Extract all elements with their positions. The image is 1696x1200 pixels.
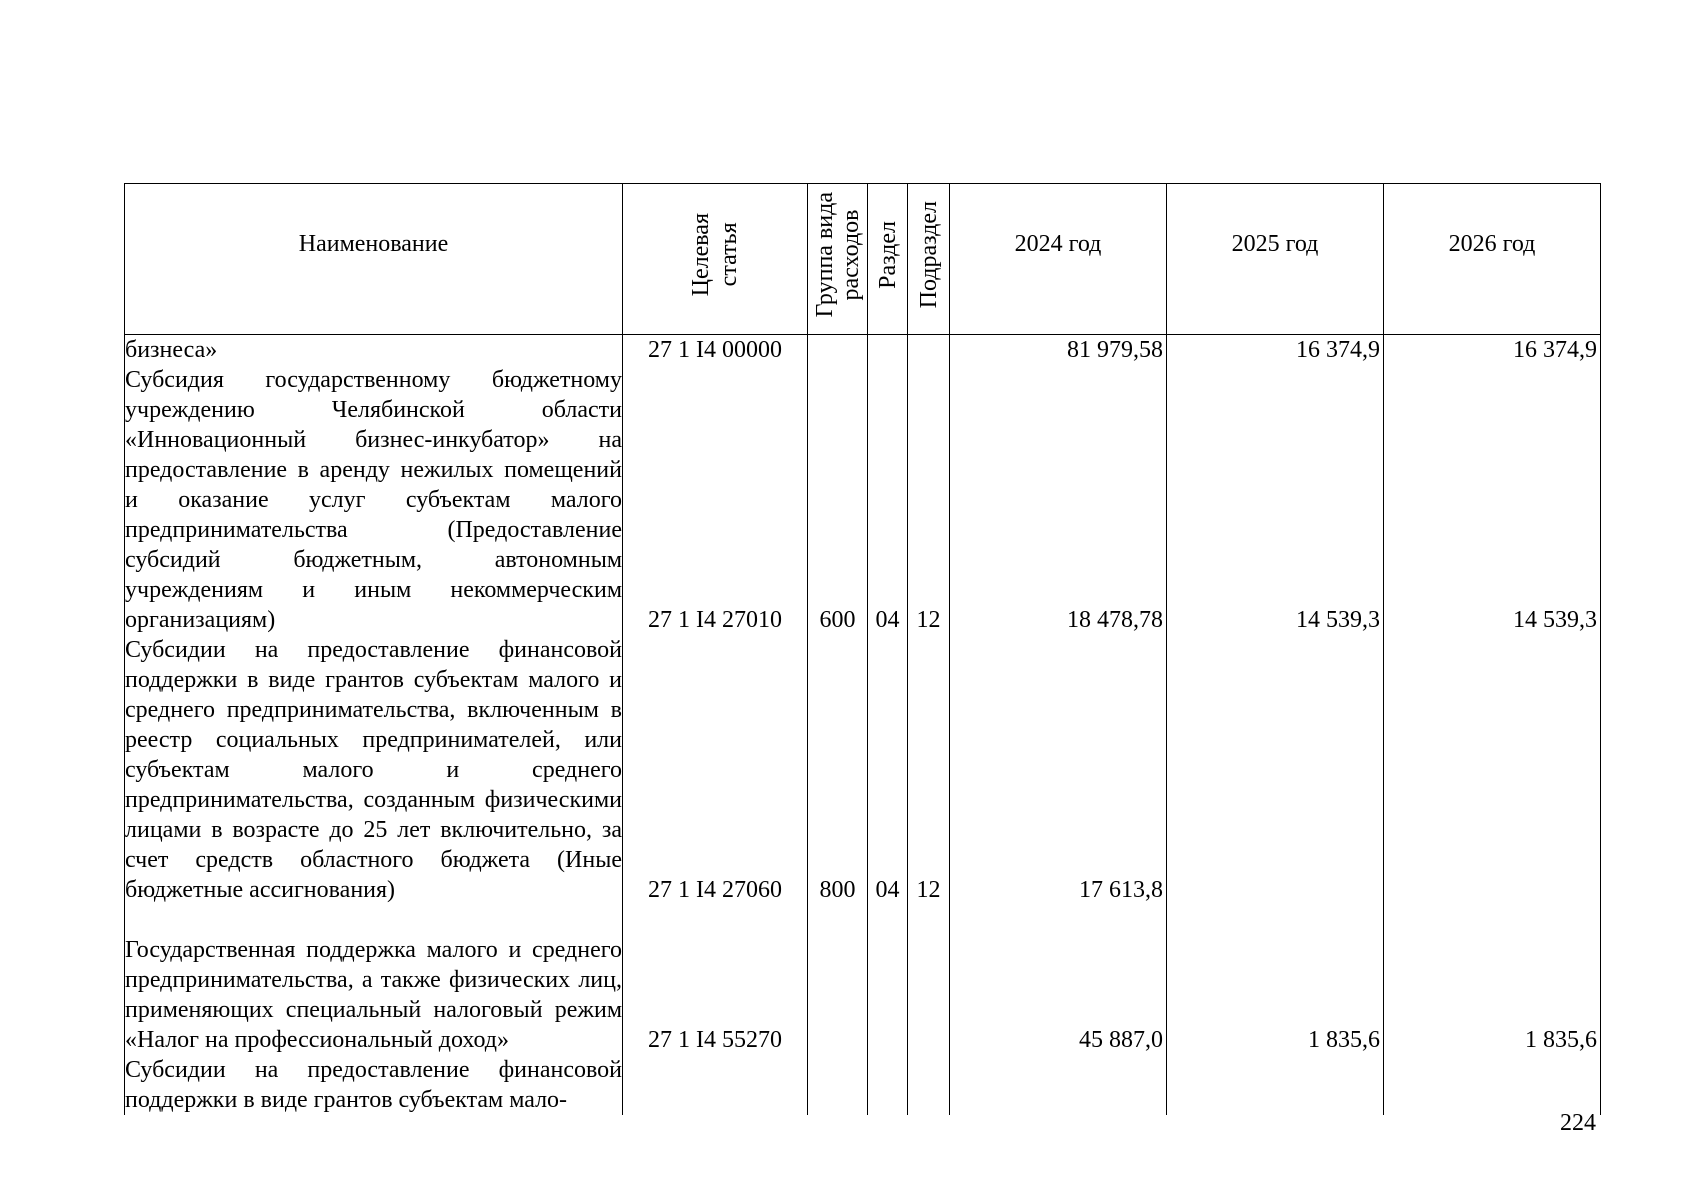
row-group: 800 (808, 635, 868, 905)
row-2026: 16 374,9 (1384, 335, 1601, 366)
row-section (868, 1055, 908, 1115)
row-group: 600 (808, 365, 868, 635)
row-code: 27 1 I4 27060 (623, 635, 808, 905)
table-row (125, 905, 1601, 1055)
row-code: 27 1 I4 27010 (623, 365, 808, 635)
row-group (808, 905, 868, 1055)
row-2025: 14 539,3 (1167, 365, 1384, 635)
header-name: Наименование (125, 184, 623, 335)
row-2025 (1167, 635, 1384, 905)
row-section: 04 (868, 635, 908, 905)
row-section: 04 (868, 365, 908, 635)
row-subsection (908, 335, 950, 366)
row-name: Государственная поддержка малого и среднего предпринимательства, а также физических лиц, применяющих специальный налоговый режим «Налог на профессиональный доход» (125, 905, 623, 1055)
row-2024: 45 887,0 (950, 905, 1167, 1055)
header-expense-group: Группа вида расходов (808, 184, 868, 335)
row-2025 (1167, 1055, 1384, 1115)
row-subsection (908, 1055, 950, 1115)
header-section: Раздел (868, 184, 908, 335)
table-row (125, 635, 1601, 905)
row-2024: 18 478,78 (950, 365, 1167, 635)
row-2024 (950, 1055, 1167, 1115)
header-target-article: Целевая статья (623, 184, 808, 335)
row-name: Субсидии на предоставление финансовой поддержки в виде грантов субъектам малого и среднего предпринимательства, включенным в реестр социальных предпринимателей, или субъектам малого и среднего предпринимательства, созданным физическими лицами в возрасте до 25 лет включительно, за счет средств областного бюджета (Иные бюджетные ассигнования) (125, 637, 622, 903)
row-subsection: 12 (908, 635, 950, 905)
row-code: 27 1 I4 00000 (623, 335, 808, 366)
row-2026: 1 835,6 (1384, 905, 1601, 1055)
row-2024: 17 613,8 (950, 635, 1167, 905)
row-subsection: 12 (908, 365, 950, 635)
header-2026: 2026 год (1384, 184, 1601, 335)
row-2025: 16 374,9 (1167, 335, 1384, 366)
row-code (623, 1055, 808, 1115)
table-row (125, 335, 1601, 366)
row-2026 (1384, 635, 1601, 905)
row-name: бизнеса» (125, 335, 623, 366)
row-group (808, 1055, 868, 1115)
budget-table (124, 183, 1601, 1115)
row-subsection (908, 905, 950, 1055)
table-row (125, 365, 1601, 635)
row-name: Субсидии на предоставление финансовой поддержки в виде грантов субъектам мало- (125, 1057, 622, 1113)
row-2024: 81 979,58 (950, 335, 1167, 366)
page-number: 224 (1560, 1110, 1596, 1136)
header-row (125, 184, 1601, 335)
table-row (125, 1055, 1601, 1115)
row-group (808, 335, 868, 366)
header-2024: 2024 год (950, 184, 1167, 335)
row-2025: 1 835,6 (1167, 905, 1384, 1055)
row-section (868, 905, 908, 1055)
row-section (868, 335, 908, 366)
header-2025: 2025 год (1167, 184, 1384, 335)
row-2026: 14 539,3 (1384, 365, 1601, 635)
row-name: Субсидия государственному бюджетному учреждению Челябинской области «Инновационный бизнес-инкубатор» на предоставление в аренду нежилых помещений и оказание услуг субъектам малого предпринимательства (Предоставление субсидий бюджетным, автономным учреждениям и иным некоммерческим организациям) (125, 367, 622, 633)
row-code: 27 1 I4 55270 (623, 905, 808, 1055)
header-subsection: Подраздел (908, 184, 950, 335)
row-2026 (1384, 1055, 1601, 1115)
